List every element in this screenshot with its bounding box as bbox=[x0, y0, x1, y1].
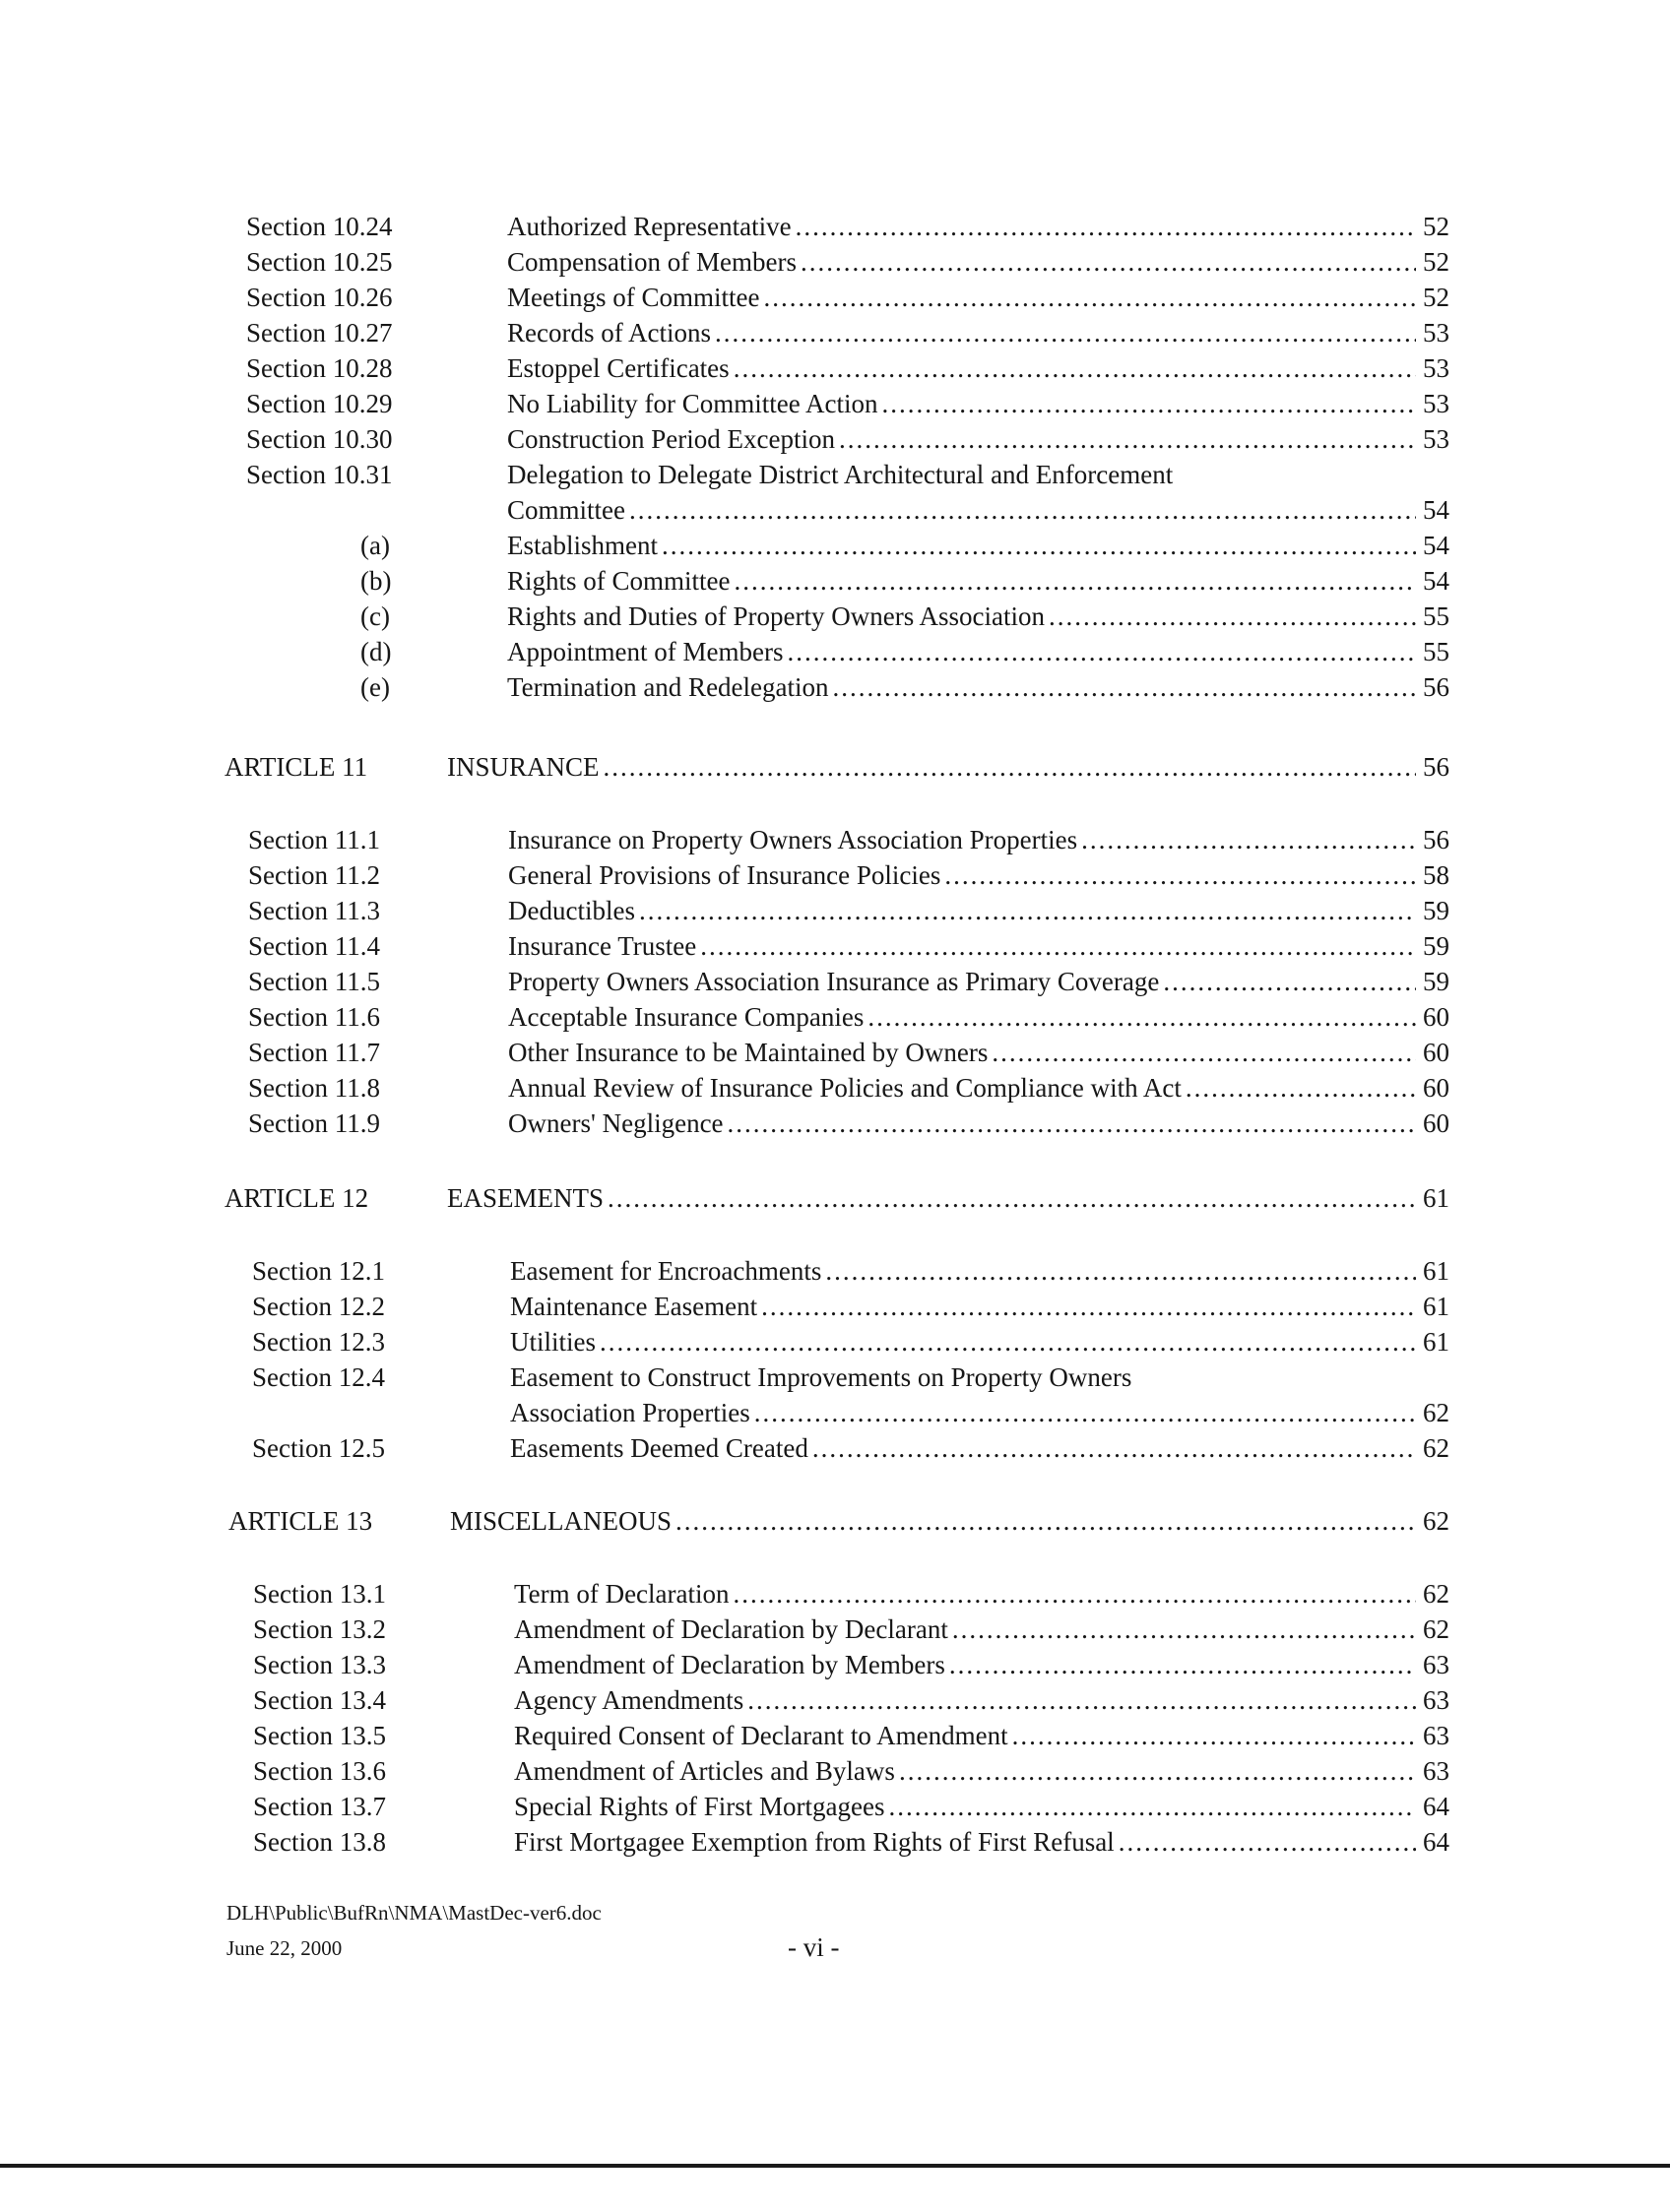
section-number: Section 10.27 bbox=[246, 318, 393, 348]
section-title: Termination and Redelegation bbox=[507, 672, 829, 702]
footer-page-number: - vi - bbox=[788, 1932, 840, 1962]
section-title: Maintenance Easement bbox=[510, 1292, 758, 1321]
page-number: 62 bbox=[1423, 1398, 1449, 1427]
section-title: Compensation of Members bbox=[507, 247, 797, 277]
page-number: 63 bbox=[1423, 1685, 1449, 1715]
section-title: Term of Declaration bbox=[514, 1579, 730, 1609]
leader-dots bbox=[728, 1104, 1416, 1143]
article-number: ARTICLE 11 bbox=[225, 752, 368, 782]
page-number: 62 bbox=[1423, 1614, 1449, 1644]
article-number: ARTICLE 13 bbox=[228, 1506, 373, 1536]
page-number: 59 bbox=[1423, 896, 1449, 925]
leader-dots bbox=[735, 561, 1417, 600]
page-number: 54 bbox=[1423, 531, 1449, 560]
page-number: 61 bbox=[1423, 1292, 1449, 1321]
section-number: Section 13.1 bbox=[253, 1579, 386, 1609]
section-number: Section 10.24 bbox=[246, 212, 393, 241]
leader-dots bbox=[812, 1428, 1416, 1468]
page-number: 56 bbox=[1423, 752, 1449, 782]
page-number: 53 bbox=[1423, 353, 1449, 383]
leader-dots bbox=[1081, 820, 1416, 859]
section-title: First Mortgagee Exemption from Rights of First Refusal bbox=[514, 1827, 1115, 1857]
leader-dots bbox=[796, 207, 1416, 246]
section-title: Agency Amendments bbox=[514, 1685, 744, 1715]
section-number: Section 13.3 bbox=[253, 1650, 386, 1679]
section-number: Section 11.7 bbox=[248, 1038, 380, 1067]
section-title: Estoppel Certificates bbox=[507, 353, 730, 383]
section-title: Records of Actions bbox=[507, 318, 711, 348]
leader-dots bbox=[944, 855, 1416, 895]
page-number: 55 bbox=[1423, 637, 1449, 666]
leader-dots bbox=[604, 747, 1416, 787]
footer-date: June 22, 2000 bbox=[226, 1936, 343, 1960]
leader-dots bbox=[867, 997, 1416, 1037]
footer-file-path: DLH\Public\BufRn\NMA\MastDec-ver6.doc bbox=[226, 1901, 602, 1925]
leader-dots bbox=[1119, 1822, 1416, 1862]
leader-dots bbox=[839, 419, 1416, 459]
section-number: Section 11.6 bbox=[248, 1002, 380, 1032]
section-title: Insurance Trustee bbox=[508, 931, 697, 961]
section-title: Amendment of Declaration by Members bbox=[514, 1650, 945, 1679]
section-number: Section 11.1 bbox=[248, 825, 380, 854]
leader-dots bbox=[899, 1751, 1416, 1791]
page-number: 59 bbox=[1423, 931, 1449, 961]
leader-dots bbox=[1163, 962, 1416, 1001]
leader-dots bbox=[949, 1645, 1416, 1684]
section-number: Section 13.6 bbox=[253, 1756, 386, 1786]
section-title: Easements Deemed Created bbox=[510, 1433, 808, 1463]
page-number: 61 bbox=[1423, 1256, 1449, 1286]
leader-dots bbox=[662, 526, 1416, 565]
section-title-line2: Association Properties bbox=[510, 1398, 750, 1427]
leader-dots bbox=[833, 667, 1416, 707]
section-number: Section 11.5 bbox=[248, 967, 380, 996]
leader-dots bbox=[675, 1501, 1416, 1541]
section-title: Owners' Negligence bbox=[508, 1108, 724, 1138]
page-number: 62 bbox=[1423, 1506, 1449, 1536]
leader-dots bbox=[952, 1610, 1416, 1649]
page-number: 63 bbox=[1423, 1650, 1449, 1679]
section-number: Section 12.3 bbox=[252, 1327, 385, 1357]
page-number: 62 bbox=[1423, 1433, 1449, 1463]
page-number: 53 bbox=[1423, 389, 1449, 418]
page-number: 64 bbox=[1423, 1792, 1449, 1821]
leader-dots bbox=[734, 1574, 1416, 1613]
subsection-label: (e) bbox=[360, 672, 390, 702]
page-number: 64 bbox=[1423, 1827, 1449, 1857]
section-number: Section 13.8 bbox=[253, 1827, 386, 1857]
page-number: 53 bbox=[1423, 424, 1449, 454]
leader-dots bbox=[1049, 597, 1416, 636]
leader-dots bbox=[992, 1033, 1416, 1072]
subsection-label: (c) bbox=[360, 601, 390, 631]
leader-dots bbox=[825, 1251, 1416, 1291]
leader-dots bbox=[801, 242, 1416, 282]
page-number: 60 bbox=[1423, 1108, 1449, 1138]
leader-dots bbox=[600, 1322, 1416, 1361]
section-title: Construction Period Exception bbox=[507, 424, 835, 454]
page-number: 55 bbox=[1423, 601, 1449, 631]
section-title: Meetings of Committee bbox=[507, 283, 760, 312]
leader-dots bbox=[1012, 1716, 1416, 1755]
leader-dots bbox=[754, 1393, 1416, 1432]
section-number: Section 12.5 bbox=[252, 1433, 385, 1463]
section-number: Section 11.3 bbox=[248, 896, 380, 925]
article-number: ARTICLE 12 bbox=[225, 1183, 369, 1213]
page-number: 56 bbox=[1423, 825, 1449, 854]
section-title: No Liability for Committee Action bbox=[507, 389, 878, 418]
section-title: Insurance on Property Owners Association Properties bbox=[508, 825, 1078, 854]
section-number: Section 12.4 bbox=[252, 1362, 385, 1392]
leader-dots bbox=[763, 278, 1416, 317]
page-number: 54 bbox=[1423, 495, 1449, 525]
section-number: Section 11.9 bbox=[248, 1108, 380, 1138]
page-number: 59 bbox=[1423, 967, 1449, 996]
page-number: 53 bbox=[1423, 318, 1449, 348]
section-title: Other Insurance to be Maintained by Owners bbox=[508, 1038, 989, 1067]
section-title: General Provisions of Insurance Policies bbox=[508, 860, 941, 890]
subsection-label: (d) bbox=[360, 637, 392, 666]
section-number: Section 10.30 bbox=[246, 424, 393, 454]
subsection-label: (b) bbox=[360, 566, 392, 596]
leader-dots bbox=[787, 632, 1416, 671]
section-title: Amendment of Declaration by Declarant bbox=[514, 1614, 948, 1644]
section-title: Rights and Duties of Property Owners Association bbox=[507, 601, 1045, 631]
page-number: 60 bbox=[1423, 1073, 1449, 1103]
page-number: 63 bbox=[1423, 1721, 1449, 1750]
section-title: Authorized Representative bbox=[507, 212, 792, 241]
section-number: Section 13.4 bbox=[253, 1685, 386, 1715]
page-number: 61 bbox=[1423, 1327, 1449, 1357]
section-title: Required Consent of Declarant to Amendment bbox=[514, 1721, 1008, 1750]
section-title: Easement for Encroachments bbox=[510, 1256, 822, 1286]
section-number: Section 10.26 bbox=[246, 283, 393, 312]
page-number: 58 bbox=[1423, 860, 1449, 890]
leader-dots bbox=[639, 891, 1416, 930]
section-number: Section 10.29 bbox=[246, 389, 393, 418]
section-number: Section 10.28 bbox=[246, 353, 393, 383]
leader-dots bbox=[608, 1178, 1416, 1218]
section-title: Property Owners Association Insurance as Primary Coverage bbox=[508, 967, 1160, 996]
bottom-rule bbox=[0, 2164, 1670, 2168]
section-title: Amendment of Articles and Bylaws bbox=[514, 1756, 895, 1786]
section-number: Section 11.2 bbox=[248, 860, 380, 890]
section-number: Section 12.2 bbox=[252, 1292, 385, 1321]
section-title: Utilities bbox=[510, 1327, 596, 1357]
page-number: 56 bbox=[1423, 672, 1449, 702]
article-title: INSURANCE bbox=[447, 752, 600, 782]
section-title: Rights of Committee bbox=[507, 566, 731, 596]
leader-dots bbox=[881, 384, 1416, 423]
section-number: Section 10.25 bbox=[246, 247, 393, 277]
section-title: Annual Review of Insurance Policies and Compliance with Act bbox=[508, 1073, 1182, 1103]
section-title-line1: Delegation to Delegate District Architectural and Enforcement bbox=[507, 460, 1174, 489]
section-number: Section 12.1 bbox=[252, 1256, 385, 1286]
article-title: EASEMENTS bbox=[447, 1183, 605, 1213]
section-title: Appointment of Members bbox=[507, 637, 784, 666]
page-number: 61 bbox=[1423, 1183, 1449, 1213]
page-number: 63 bbox=[1423, 1756, 1449, 1786]
leader-dots bbox=[734, 348, 1416, 388]
section-number: Section 11.4 bbox=[248, 931, 380, 961]
section-title: Deductibles bbox=[508, 896, 635, 925]
leader-dots bbox=[700, 926, 1416, 966]
leader-dots bbox=[1186, 1068, 1416, 1107]
leader-dots bbox=[761, 1287, 1416, 1326]
section-title: Special Rights of First Mortgagees bbox=[514, 1792, 885, 1821]
section-number: Section 13.5 bbox=[253, 1721, 386, 1750]
subsection-label: (a) bbox=[360, 531, 390, 560]
section-number: Section 10.31 bbox=[246, 460, 393, 489]
page-number: 62 bbox=[1423, 1579, 1449, 1609]
leader-dots bbox=[747, 1680, 1416, 1720]
section-title-line2: Committee bbox=[507, 495, 625, 525]
section-number: Section 11.8 bbox=[248, 1073, 380, 1103]
page-number: 60 bbox=[1423, 1002, 1449, 1032]
page-number: 60 bbox=[1423, 1038, 1449, 1067]
section-title: Establishment bbox=[507, 531, 658, 560]
page-number: 52 bbox=[1423, 247, 1449, 277]
leader-dots bbox=[715, 313, 1416, 352]
leader-dots bbox=[888, 1787, 1416, 1826]
leader-dots bbox=[629, 490, 1416, 530]
section-number: Section 13.2 bbox=[253, 1614, 386, 1644]
page-number: 52 bbox=[1423, 283, 1449, 312]
section-number: Section 13.7 bbox=[253, 1792, 386, 1821]
article-title: MISCELLANEOUS bbox=[450, 1506, 673, 1536]
page-number: 54 bbox=[1423, 566, 1449, 596]
section-title: Acceptable Insurance Companies bbox=[508, 1002, 865, 1032]
page-number: 52 bbox=[1423, 212, 1449, 241]
section-title-line1: Easement to Construct Improvements on Property Owners bbox=[510, 1362, 1132, 1392]
